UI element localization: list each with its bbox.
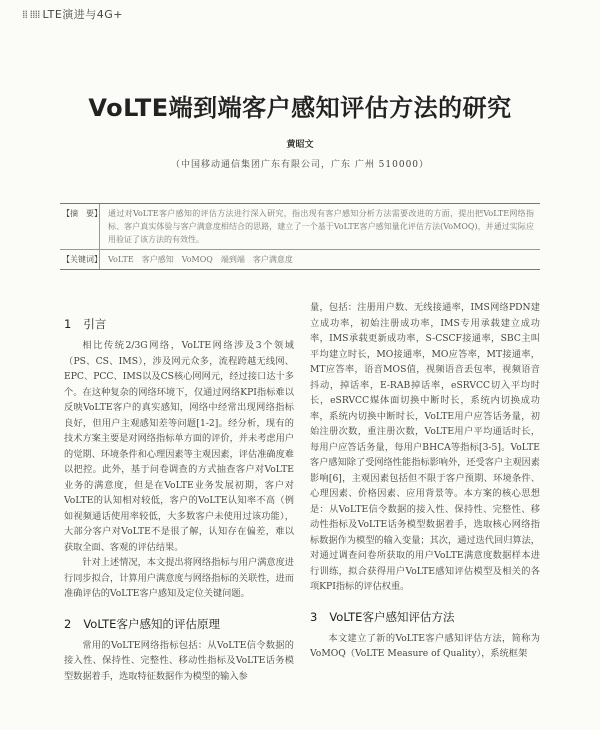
author-affiliation: （中国移动通信集团广东有限公司，广东 广州 510000） [170, 160, 430, 170]
section-1-heading [64, 316, 294, 332]
abstract-box [60, 203, 540, 270]
section-1-number: 1 [64, 317, 72, 331]
abstract-row [60, 204, 540, 249]
right-paragraph-1: 量，包括：注册用户数、无线接通率，IMS网络PDN建立成功率，初始注册成功率，IMS专用承载建立成功率，IMS承载更新成功率，S-CSCF接通率，SBC主叫平均建立时长，MO接通率，MO应答率，MT接通率，MT应答率，语音MOS值，视频语音丢包率，视频语音抖动，掉话率，E-RAB掉话率，eSRVCC切入平均时长，eSRVCC媒体面切换中断时长，系统内切换成功率，系统内切换中断时长，VoLTE用户应答话务量，初始注册次数，重注册次数，VoLTE用户平均通话时长，每用户应答话务量，每用户BHCA等指标[3-5]。VoLTE客户感知除了受网络性能指标影响外，还受客户主观因素影响[6]，主观因素包括但不限于客户预期、环境条件、心理因素、价格因素、应用背景等。本方案的核心思想是：从VoLTE信令数据的接入性、保持性、完整性、移动性指标及VoLTE话务模型数据着手，选取核心网络指标数据作为模型的输入变量；其次，通过迭代回归算法，对通过调查问卷所获取的用户VoLTE满意度数据样本进行训练，拟合获得用户VoLTE感知评估模型及相关的各项KPI指标的评估权重。 [310, 302, 540, 592]
keywords-label: 【关键词】 [60, 250, 100, 269]
keywords-text: VoLTE 客户感知 VoMOQ 端到端 客户满意度 [108, 255, 293, 264]
section-2-paragraph-1: 常用的VoLTE网络指标包括：从VoLTE信令数据的接入性、保持性、完整性、移动性指标及VoLTE话务模型数据着手，选取特征数据作为模型的输入参 [64, 639, 294, 682]
section-3-title: VoLTE客户感知评估方法 [329, 609, 455, 624]
section-1-title: 引言 [83, 317, 107, 331]
section-1-paragraph-2: 针对上述情况，本文提出将网络指标与用户满意度进行同步拟合，计算用户满意度与网络指标的关联性，进而准确评估的VoLTE客户感知及定位关键问题。 [64, 557, 294, 599]
section-3-paragraph-1: 本文建立了新的VoLTE客户感知评估方法，简称为VoMOQ（VoLTE Measure of Quality），系统框架 [310, 632, 540, 659]
section-3-number: 3 [310, 609, 318, 624]
header-dots: ⁞⁞ ⁞⁞⁞⁞ [22, 8, 40, 21]
section-2-title: VoLTE客户感知的评估原理 [83, 616, 220, 631]
section-2-number: 2 [64, 616, 72, 631]
journal-section-tag: LTE演进与4G+ [42, 8, 124, 21]
section-2-heading [64, 616, 294, 632]
section-3-heading [310, 609, 540, 625]
keywords-row [60, 249, 540, 269]
left-column [64, 310, 294, 684]
abstract-label: 【摘 要】 [60, 204, 100, 249]
author-name: 黄昭文 [286, 140, 314, 150]
journal-header [22, 6, 123, 22]
abstract-text: 通过对VoLTE客户感知的评估方法进行深入研究，指出现有客户感知分析方法需要改进的方面，提出把VoLTE网络指标、客户真实体验与客户满意度相结合的思路，建立了一个基于VoLTE客户感知量化评估方法(VoMOQ)，并通过实际应用验证了该方法的有效性。 [108, 209, 534, 244]
right-column [310, 300, 540, 662]
section-1-paragraph-1: 相比传统2/3G网络，VoLTE网络涉及3个领域（PS、CS、IMS），涉及网元众多，流程跨越无线网、EPC、PCC、IMS以及CS核心网网元，经过接口达十多个。在这种复杂的网络环境下，仅通过网络KPI指标难以反映VoLTE客户的真实感知，网络中经常出现网络指标良好，但用户主观感知差等问题[1-2]。经分析，现有的技术方案主要是对网络指标单方面的评价，并未考虑用户的觉期、环境条件和心理因素等主观因素，评估准确度难以把控。此外，基于问卷调查的方式抽查客户对VoLTE业务的满意度，但是在VoLTE业务发展初期，客户对VoLTE的认知相对较低，客户的VoLTE认知率不高（例如视频通话使用率较低，大多数客户未使用过该功能），大部分客户对VoLTE不是很了解，认知存在偏差，难以获取全面、客观的评估结果。 [64, 340, 294, 553]
article-title: VoLTE端到端客户感知评估方法的研究 [88, 94, 512, 122]
